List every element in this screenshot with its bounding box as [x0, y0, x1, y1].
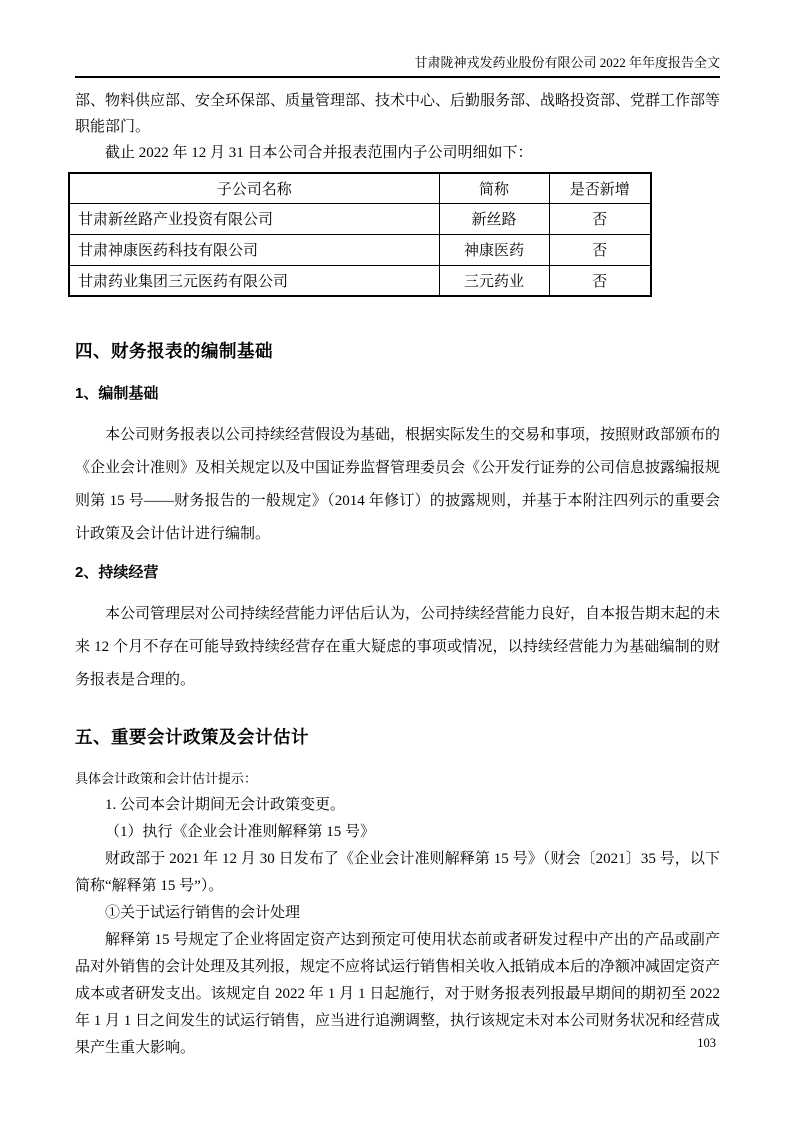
- report-header-title: 甘肃陇神戎发药业股份有限公司 2022 年年度报告全文: [414, 55, 720, 70]
- table-row: [69, 234, 651, 265]
- subsidiary-name: 甘肃药业集团三元医药有限公司: [69, 265, 439, 296]
- table-header-row: [69, 173, 651, 203]
- page-content: [75, 88, 720, 1062]
- subsidiary-name: 甘肃神康医药科技有限公司: [69, 234, 439, 265]
- subsidiary-table: [68, 172, 652, 297]
- subsidiary-is-new: 否: [549, 203, 651, 234]
- page-header: [75, 0, 720, 78]
- trial-run-sales-paragraph: 解释第 15 号规定了企业将固定资产达到预定可使用状态前或者研发过程中产出的产品或副产品对外销售的会计处理及其列报，规定不应将试运行销售相关收入抵销成本后的净额冲减固定资产成本或者研发支出。该规定自 2022 年 1 月 1 日起施行，对于财务报表列报最早期间的期初至 2022 年 1 月 1 日之间发生的试运行销售，应当进行追溯调整，执行该规定未对本公司财务状况和经营成果产生重大影响。: [75, 932, 721, 1056]
- section-5-title: 五、重要会计政策及会计估计: [75, 727, 309, 747]
- policy-note: 具体会计政策和会计估计提示：: [75, 771, 258, 786]
- col-header-subsidiary-name: 子公司名称: [69, 173, 439, 203]
- policy-item-1-1: （1）执行《企业会计准则解释第 15 号》: [105, 824, 376, 840]
- subsidiary-table-caption: 截止 2022 年 12 月 31 日本公司合并报表范围内子公司明细如下：: [105, 145, 533, 161]
- mof-announcement-paragraph: 财政部于 2021 年 12 月 30 日发布了《企业会计准则解释第 15 号》（财会〔2021〕35 号，以下简称“解释第 15 号”）。: [75, 851, 720, 894]
- col-header-is-new: 是否新增: [549, 173, 651, 203]
- subsection-2-title: 2、持续经营: [75, 564, 159, 581]
- going-concern-paragraph: 本公司管理层对公司持续经营能力评估后认为，公司持续经营能力良好，自本报告期末起的未来 12 个月不存在可能导致持续经营存在重大疑虑的事项或情况，以持续经营能力为基础编制的财务报表是合理的。: [75, 606, 721, 688]
- subsidiary-short-name: 新丝路: [439, 203, 549, 234]
- section-4-title: 四、财务报表的编制基础: [75, 341, 273, 361]
- policy-item-1: 1. 公司本会计期间无会计政策变更。: [105, 797, 346, 813]
- subsidiary-short-name: 神康医药: [439, 234, 549, 265]
- page-number: 103: [697, 1036, 716, 1050]
- subsidiary-is-new: 否: [549, 265, 651, 296]
- subsidiary-short-name: 三元药业: [439, 265, 549, 296]
- subsidiary-is-new: 否: [549, 234, 651, 265]
- subsection-1-title: 1、编制基础: [75, 385, 159, 402]
- subsidiary-name: 甘肃新丝路产业投资有限公司: [69, 203, 439, 234]
- table-row: [69, 265, 651, 296]
- table-row: [69, 203, 651, 234]
- col-header-short-name: 简称: [439, 173, 549, 203]
- preparation-basis-paragraph: 本公司财务报表以公司持续经营假设为基础，根据实际发生的交易和事项，按照财政部颁布的《企业会计准则》及相关规定以及中国证券监督管理委员会《公开发行证券的公司信息披露编报规则第 15 号——财务报告的一般规定》（2014 年修订）的披露规则，并基于本附注四列示的重要会计政策及会计估计进行编制。: [75, 427, 721, 542]
- trial-run-sales-heading: ①关于试运行销售的会计处理: [105, 905, 301, 921]
- intro-paragraph: 部、物料供应部、安全环保部、质量管理部、技术中心、后勤服务部、战略投资部、党群工作部等职能部门。: [75, 93, 721, 135]
